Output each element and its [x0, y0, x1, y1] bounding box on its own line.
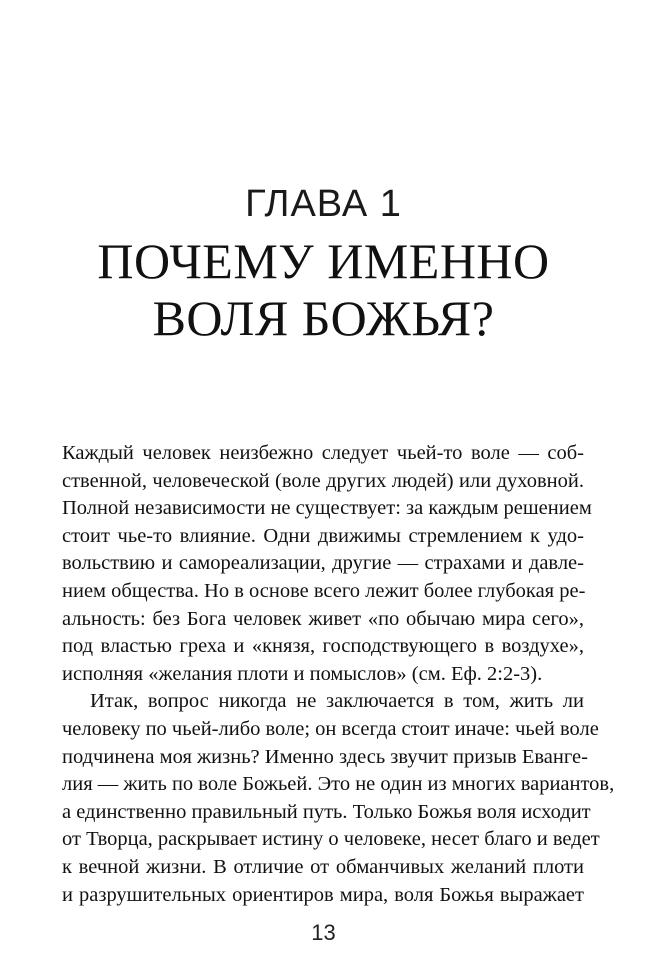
- text-line: и разрушительных ориентиров мира, воля Божья выражает: [62, 883, 584, 906]
- text-line: альность: без Бога человек живет «по обычаю мира сего»,: [62, 607, 584, 630]
- page-number: 13: [311, 920, 336, 945]
- chapter-title-line-1: ПОЧЕМУ ИМЕННО: [97, 233, 550, 289]
- text-line: исполняя «желания плоти и помыслов» (см. Еф. 2:2-3).: [62, 662, 543, 685]
- text-line: человеку по чьей-либо воле; он всегда стоит иначе: чьей воле: [62, 717, 599, 740]
- text-line: ственной, человеческой (воле других людей) или духовной.: [62, 469, 584, 492]
- chapter-title-line-2: ВОЛЯ БОЖЬЯ?: [152, 290, 495, 346]
- text-line: вольствию и самореализации, другие — страхами и давле-: [62, 552, 584, 575]
- text-line: Полной независимости не существует: за каждым решением: [62, 497, 592, 520]
- text-line: нием общества. Но в основе всего лежит более глубокая ре-: [62, 579, 586, 602]
- text-line: к вечной жизни. В отличие от обманчивых желаний плоти: [62, 855, 584, 878]
- body-text: [62, 440, 615, 909]
- text-line: подчинена моя жизнь? Именно здесь звучит призыв Еванге-: [62, 745, 588, 768]
- text-line: под властью греха и «князя, господствующего в воздухе»,: [62, 635, 584, 658]
- text-line: Каждый человек неизбежно следует чьей-то воле — соб-: [62, 442, 584, 464]
- text-line: стоит чье-то влияние. Одни движимы стремлением к удо-: [62, 524, 584, 547]
- text-line: Итак, вопрос никогда не заключается в том, жить ли: [90, 690, 584, 713]
- text-line: от Творца, раскрывает истину о человеке, несет благо и ведет: [62, 828, 600, 851]
- text-line: а единственно правильный путь. Только Божья воля исходит: [62, 800, 591, 823]
- chapter-label: ГЛАВА 1: [245, 183, 402, 225]
- text-line: лия — жить по воле Божьей. Это не один из многих вариантов,: [62, 773, 615, 796]
